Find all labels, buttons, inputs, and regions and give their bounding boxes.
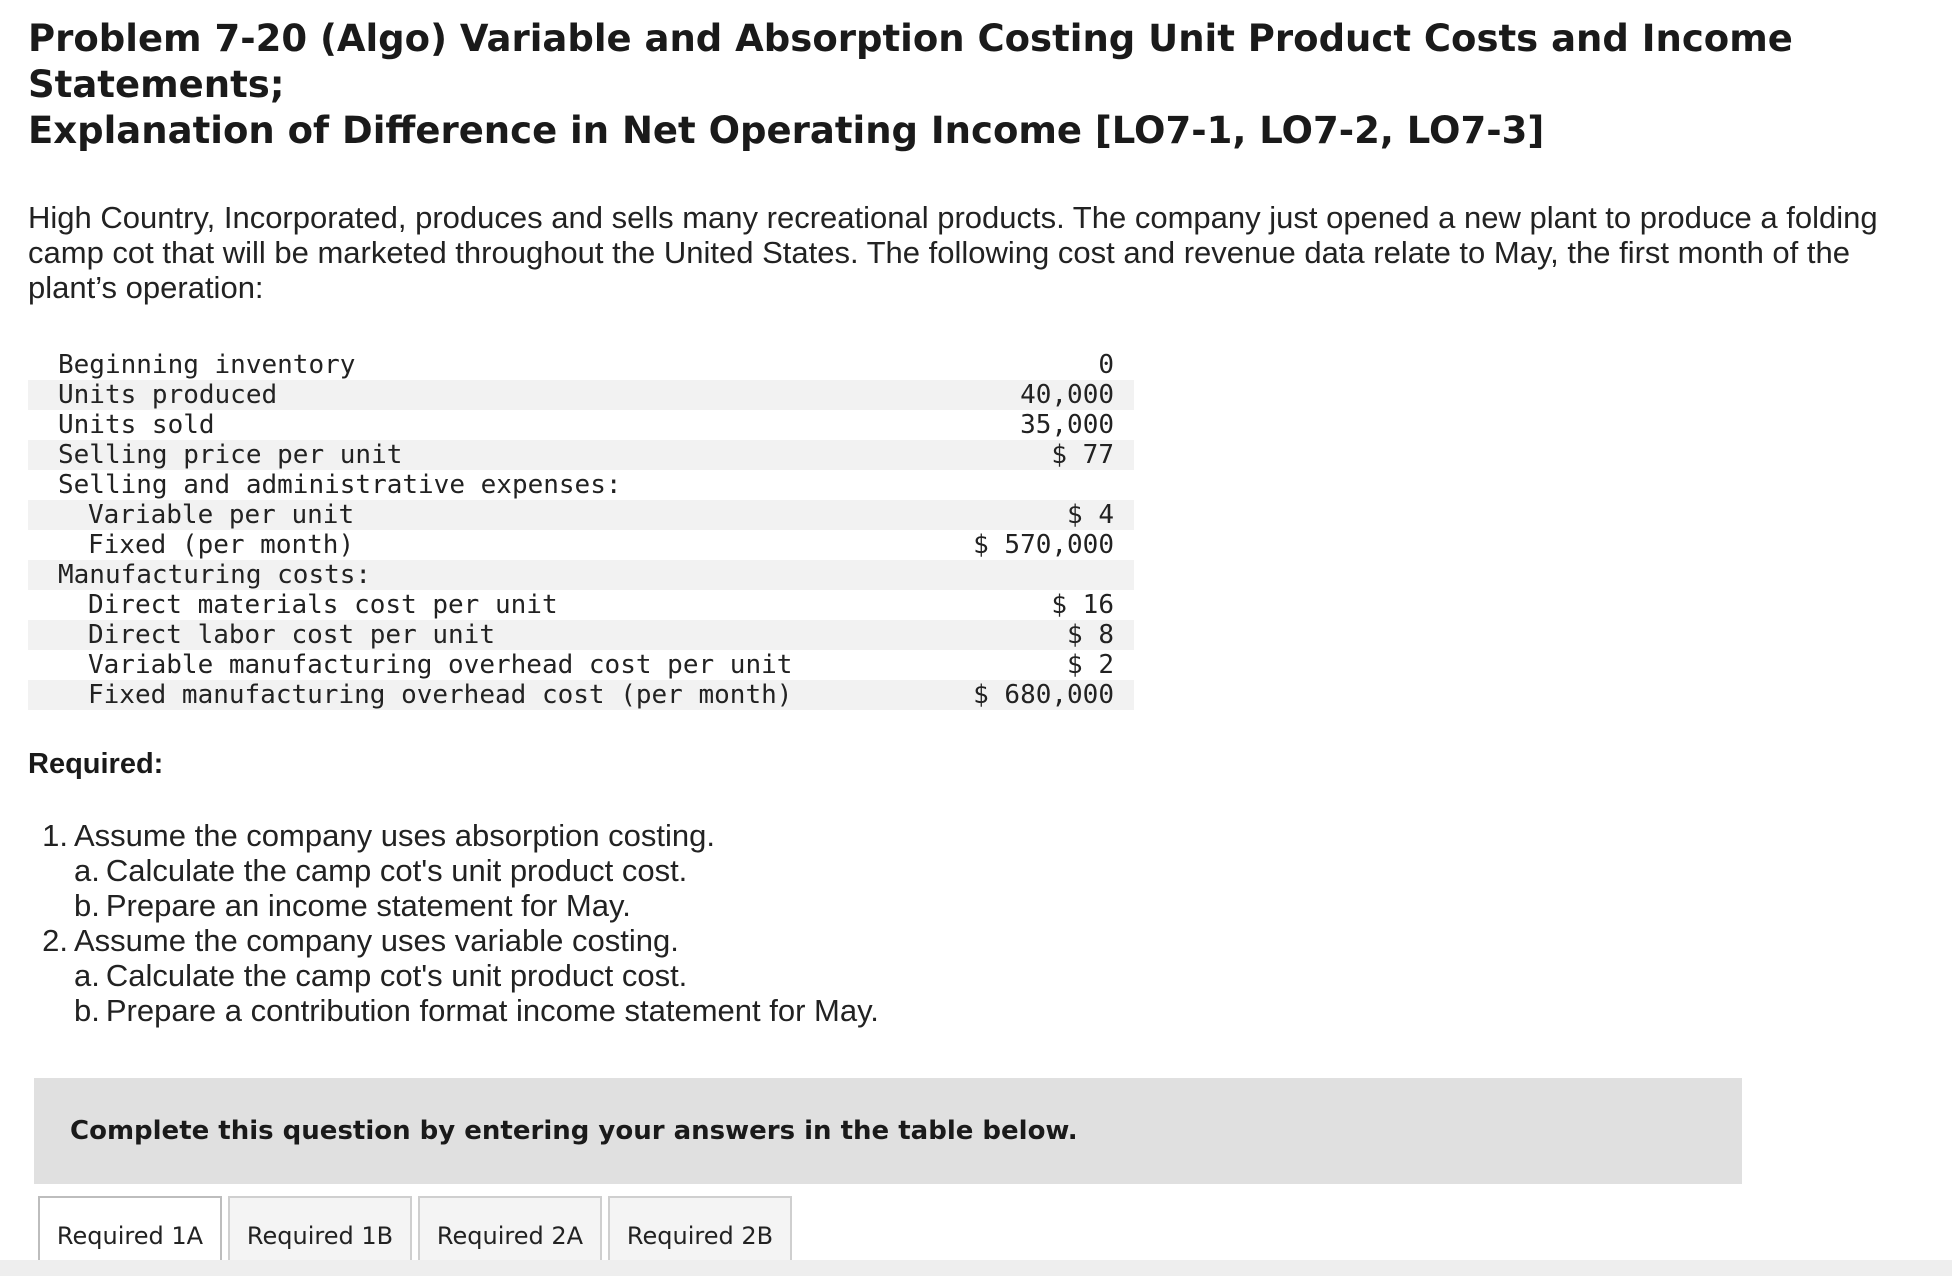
list-item: [28, 993, 1228, 1028]
table-row: [28, 650, 1134, 680]
tab-required-2a[interactable]: [418, 1196, 602, 1260]
instruction-banner: [34, 1078, 1742, 1184]
row-value: $ 77: [942, 440, 1134, 470]
item-text: Assume the company uses absorption costing.: [74, 818, 716, 853]
table-row: [28, 470, 1134, 500]
tab-required-1b[interactable]: [228, 1196, 412, 1260]
row-label: Beginning inventory: [58, 350, 356, 380]
row-label: Direct labor cost per unit: [28, 620, 942, 650]
table-row: [28, 560, 1134, 590]
item-letter: b.: [74, 993, 100, 1028]
table-row: [28, 380, 1134, 410]
row-label: Units produced: [28, 380, 942, 410]
required-heading: Required:: [28, 748, 164, 780]
tab-label: Required 2B: [626, 1222, 774, 1250]
table-row: [28, 530, 1134, 560]
row-value: $ 680,000: [942, 680, 1134, 710]
table-row: [28, 500, 1134, 530]
list-item: [28, 958, 1228, 993]
row-label: Variable per unit: [28, 500, 942, 530]
problem-title: [28, 16, 1908, 154]
item-text: Prepare an income statement for May.: [105, 888, 631, 923]
row-value: $ 2: [1067, 650, 1114, 680]
tab-required-1a[interactable]: [38, 1196, 222, 1260]
table-row: [28, 350, 1134, 380]
item-number: 2.: [42, 923, 68, 958]
title-line-2: Explanation of Difference in Net Operating Income [LO7-1, LO7-2, LO7-3]: [28, 109, 1545, 152]
required-list: [28, 818, 1228, 1028]
item-letter: b.: [74, 888, 100, 923]
instruction-text: Complete this question by entering your answers in the table below.: [70, 1116, 1078, 1146]
row-label: Fixed (per month): [88, 530, 355, 560]
row-label: Fixed manufacturing overhead cost (per month): [28, 680, 942, 710]
title-line-1: Problem 7-20 (Algo) Variable and Absorption Costing Unit Product Costs and Income Statements;: [28, 17, 1793, 106]
table-row: [28, 680, 1134, 710]
item-text: Prepare a contribution format income statement for May.: [105, 993, 879, 1028]
row-label: Variable manufacturing overhead cost per unit: [88, 650, 793, 680]
list-item: [28, 888, 1228, 923]
row-label: Selling price per unit: [28, 440, 942, 470]
item-letter: a.: [74, 853, 100, 888]
tab-label: Required 1A: [56, 1222, 204, 1250]
table-row: [28, 440, 1134, 470]
tab-label: Required 1B: [246, 1222, 394, 1250]
row-value: 0: [1098, 350, 1114, 380]
bottom-divider: [0, 1260, 1952, 1276]
row-value: $ 570,000: [973, 530, 1114, 560]
row-label: Direct materials cost per unit: [88, 590, 558, 620]
item-text: Assume the company uses variable costing.: [74, 923, 679, 958]
item-letter: a.: [74, 958, 100, 993]
row-value: $ 8: [942, 620, 1134, 650]
item-number: 1.: [42, 818, 68, 853]
row-value: $ 16: [1051, 590, 1114, 620]
row-label: Units sold: [58, 410, 215, 440]
row-label: Manufacturing costs:: [28, 560, 942, 590]
item-text: Calculate the camp cot's unit product cost.: [105, 853, 688, 888]
row-value: 40,000: [942, 380, 1134, 410]
row-value: 35,000: [1020, 410, 1114, 440]
table-row: [28, 410, 1134, 440]
list-item: [28, 818, 1228, 853]
tab-label: Required 2A: [436, 1222, 584, 1250]
row-value: [942, 560, 1134, 590]
row-label: Selling and administrative expenses:: [58, 470, 622, 500]
problem-intro: High Country, Incorporated, produces and sells many recreational products. The company just opened a new plant to produce a folding camp cot that will be marketed throughout the United States. The following cost and revenue data relate to May, the first month of the plant’s operation:: [28, 200, 1878, 305]
required-tabs: [38, 1196, 792, 1260]
list-item: [28, 853, 1228, 888]
row-value: [942, 470, 1134, 500]
row-value: $ 4: [942, 500, 1134, 530]
tab-required-2b[interactable]: [608, 1196, 792, 1260]
item-text: Calculate the camp cot's unit product cost.: [105, 958, 688, 993]
cost-revenue-table: [28, 350, 1134, 710]
list-item: [28, 923, 1228, 958]
table-row: [28, 620, 1134, 650]
table-row: [28, 590, 1134, 620]
